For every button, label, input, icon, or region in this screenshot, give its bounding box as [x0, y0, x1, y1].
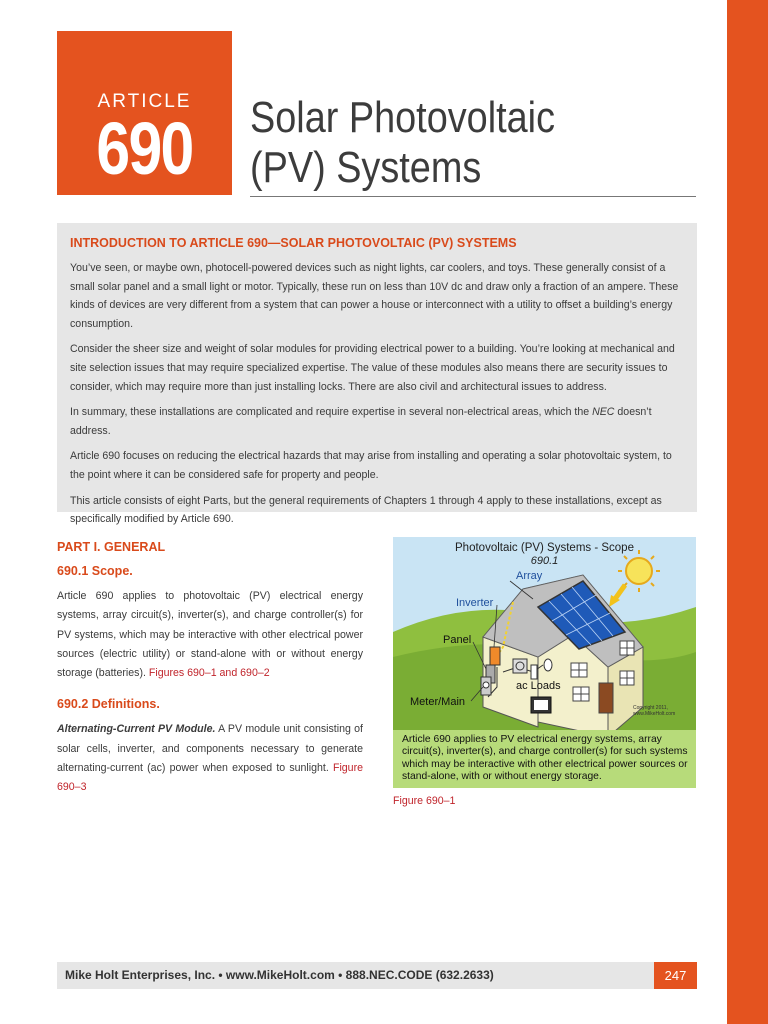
copyright-line-1: Copyright 2011, — [633, 705, 668, 711]
nec-italic: NEC — [592, 406, 615, 419]
article-label: ARTICLE — [97, 91, 192, 112]
definition-text — [57, 720, 363, 797]
definition-figure-ref[interactable]: Figure 690–3 — [57, 762, 363, 794]
scope-figure-ref[interactable]: Figures 690–1 and 690–2 — [148, 667, 270, 680]
intro-paragraph-5: This article consists of eight Parts, but the general requirements of Chapters 1 through 4 apply to these installations, except as specifically modified by Article 690. — [70, 494, 662, 526]
introduction-box — [57, 223, 697, 526]
page-title — [250, 93, 555, 193]
figure-title: Photovoltaic (PV) Systems - Scope — [455, 542, 634, 554]
label-panel: Panel — [443, 634, 472, 646]
load-appliance-icon — [513, 659, 527, 673]
title-line-1: Solar Photovoltaic — [250, 93, 556, 142]
label-ac-loads: ac Loads — [516, 680, 561, 692]
inverter-icon — [490, 647, 500, 665]
scope-text — [57, 587, 363, 683]
scope-heading: 690.1 Scope. — [57, 564, 133, 578]
figure-caption: Article 690 applies to PV electrical energy systems, array circuit(s), inverter(s), and charge controller(s) for such systems which may be interactive with other electrical power sources or stand-alone, with or without energy storage. — [402, 734, 688, 782]
intro-p3-text-end: doesn’t address. — [70, 406, 652, 437]
article-badge — [57, 31, 232, 195]
title-line-2: (PV) Systems — [250, 143, 482, 192]
figure-subtitle: 690.1 — [530, 555, 559, 567]
page-footer — [57, 962, 654, 989]
intro-paragraph-1: You’ve seen, or maybe own, photocell-powered devices such as night lights, car coolers, and toys. These generally consist of a small solar panel and a small light or motor. Typically, these run on less than 10V dc and draw only a fraction of an ampere. These kinds of devices are very different from a system that can power a house or interconnect with a utility to offset a building’s energy consumption. — [70, 262, 679, 330]
side-accent-bar — [727, 0, 768, 1024]
page-number: 247 — [654, 962, 697, 989]
intro-paragraph-2: Consider the sheer size and weight of solar modules for providing electrical power to a building. You’re looking at mechanical and site selection issues that may require specialized expertise. The value of these modules also means there are security issues to consider, which may require more than just installing locks. There are also civil and architectural issues to address. — [70, 343, 675, 393]
article-number: 690 — [96, 107, 193, 190]
scope-body: Article 690 applies to photovoltaic (PV) electrical energy systems, array circuit(s), inverter(s), and charge controller(s) for PV systems, which may be interactive with other electrical power sources (electric utility) or stand-alone with or without energy storage (batteries). — [57, 590, 363, 680]
footer-text: Mike Holt Enterprises, Inc. • www.MikeHolt.com • 888.NEC.CODE (632.2633) — [65, 968, 494, 982]
copyright-line-2: www.MikeHolt.com — [633, 711, 676, 717]
definition-term: Alternating-Current PV Module. — [57, 723, 216, 736]
definition-body: A PV module unit consisting of solar cells, inverter, and components necessary to generate alternating-current (ac) power when exposed to sunlight. — [57, 723, 363, 775]
house-icon — [483, 575, 643, 737]
title-divider — [250, 196, 696, 197]
intro-paragraph-3 — [70, 403, 684, 440]
label-meter-main: Meter/Main — [410, 696, 466, 708]
intro-p3-text: In summary, these installations are complicated and require expertise in several non-electrical areas, which the — [70, 406, 593, 419]
figure-copyright — [633, 705, 675, 717]
part-1-column — [57, 540, 363, 798]
figure-label: Figure 690–1 — [393, 795, 456, 807]
part-heading: PART I. GENERAL — [57, 540, 166, 554]
outlet-icon — [531, 665, 537, 679]
intro-heading: INTRODUCTION TO ARTICLE 690—SOLAR PHOTOVOLTAIC (PV) SYSTEMS — [70, 236, 517, 250]
intro-paragraph-4: Article 690 focuses on reducing the electrical hazards that may arise from installing and operating a solar photovoltaic system, to the point where it can be considered safe for property and people. — [70, 450, 672, 481]
sunlight-arrow — [615, 585, 625, 599]
bulb-icon — [544, 659, 552, 671]
label-inverter: Inverter — [456, 597, 494, 609]
label-array: Array — [516, 570, 543, 582]
definitions-heading: 690.2 Definitions. — [57, 697, 160, 712]
